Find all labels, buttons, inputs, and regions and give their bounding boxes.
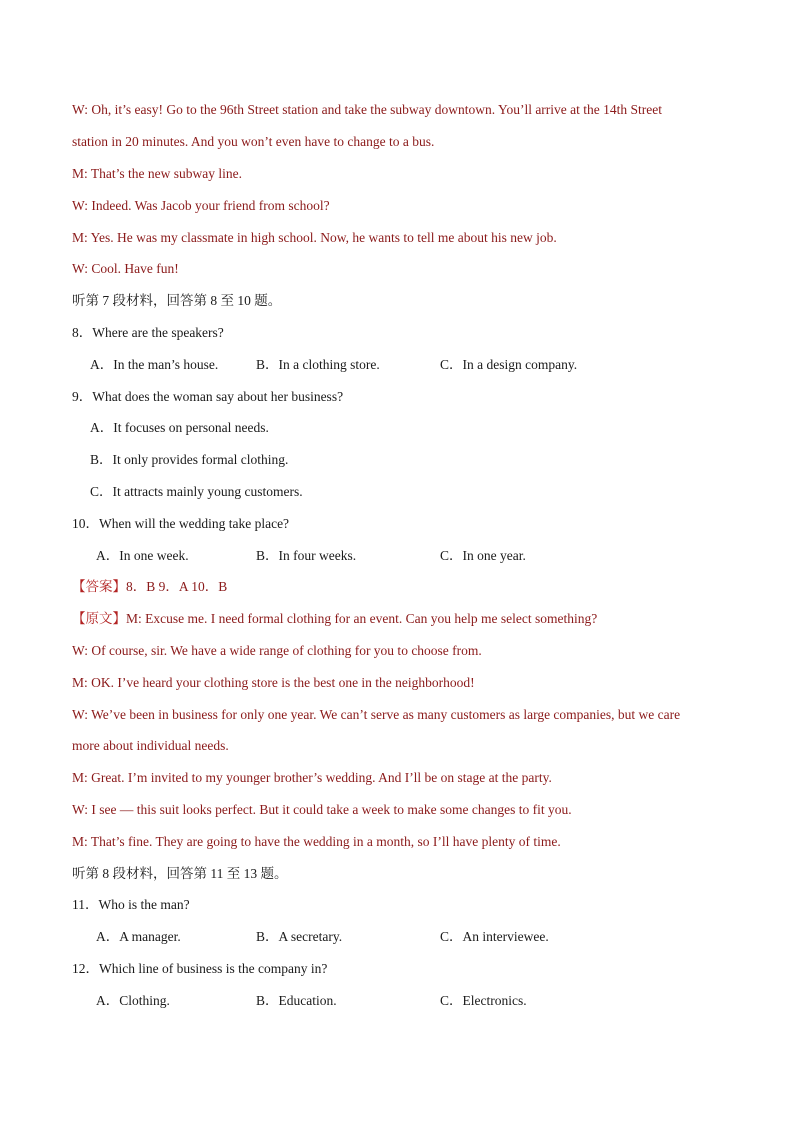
answer-line xyxy=(72,578,227,596)
transcript-line: W: I see — this suit looks perfect. But it could take a week to make some changes to fit you. xyxy=(72,802,572,817)
q12-option-b: B．Education. xyxy=(256,993,337,1008)
transcript-line: M: That’s fine. They are going to have the wedding in a month, so I’ll have plenty of time. xyxy=(72,834,561,849)
original-tag: 【原文】 xyxy=(72,611,126,626)
q12-option-c: C．Electronics. xyxy=(440,993,527,1008)
transcript-line: M: OK. I’ve heard your clothing store is the best one in the neighborhood! xyxy=(72,675,475,690)
transcript-line: W: Oh, it’s easy! Go to the 96th Street station and take the subway downtown. You’ll arrive at the 14th Street xyxy=(72,102,663,117)
section-header: 听第 8 段材料，回答第 11 至 13 题。 xyxy=(72,866,288,881)
q10-option-a: A．In one week. xyxy=(96,548,189,563)
transcript-line: M: Excuse me. I need formal clothing for an event. Can you help me select something? xyxy=(126,611,598,626)
answer-tag: 【答案】 xyxy=(72,579,126,594)
transcript-line: M: That’s the new subway line. xyxy=(72,166,242,181)
transcript-line: M: Great. I’m invited to my younger brother’s wedding. And I’ll be on stage at the party. xyxy=(72,770,552,785)
q12-option-a: A．Clothing. xyxy=(96,993,170,1008)
transcript-line: W: We’ve been in business for only one year. We can’t serve as many customers as large companies, but we care xyxy=(72,707,681,722)
q11-option-a: A．A manager. xyxy=(96,929,181,944)
q11-option-b: B．A secretary. xyxy=(256,929,343,944)
transcript-line: W: Cool. Have fun! xyxy=(72,261,179,276)
question-10: 10．When will the wedding take place? xyxy=(72,516,290,531)
q8-option-b: B．In a clothing store. xyxy=(256,357,380,372)
question-11: 11．Who is the man? xyxy=(72,897,190,912)
q11-option-c: C．An interviewee. xyxy=(440,929,549,944)
transcript-line: W: Indeed. Was Jacob your friend from school? xyxy=(72,198,330,213)
transcript-line: W: Of course, sir. We have a wide range of clothing for you to choose from. xyxy=(72,643,482,658)
q10-option-b: B．In four weeks. xyxy=(256,548,357,563)
q9-option-c: C．It attracts mainly young customers. xyxy=(90,484,303,499)
q9-option-b: B．It only provides formal clothing. xyxy=(90,452,289,467)
transcript-line: more about individual needs. xyxy=(72,738,229,753)
section-header: 听第 7 段材料，回答第 8 至 10 题。 xyxy=(72,293,282,308)
transcript-line: station in 20 minutes. And you won’t even have to change to a bus. xyxy=(72,134,435,149)
original-line xyxy=(72,610,597,628)
q10-option-c: C．In one year. xyxy=(440,548,526,563)
transcript-line: M: Yes. He was my classmate in high school. Now, he wants to tell me about his new job. xyxy=(72,230,557,245)
q8-option-c: C．In a design company. xyxy=(440,357,578,372)
q8-option-a: A．In the man’s house. xyxy=(90,357,219,372)
answer-text: 8．B 9．A 10．B xyxy=(126,579,228,594)
question-9: 9．What does the woman say about her business? xyxy=(72,389,344,404)
question-8: 8．Where are the speakers? xyxy=(72,325,224,340)
question-12: 12．Which line of business is the company in? xyxy=(72,961,328,976)
q9-option-a: A．It focuses on personal needs. xyxy=(90,420,269,435)
